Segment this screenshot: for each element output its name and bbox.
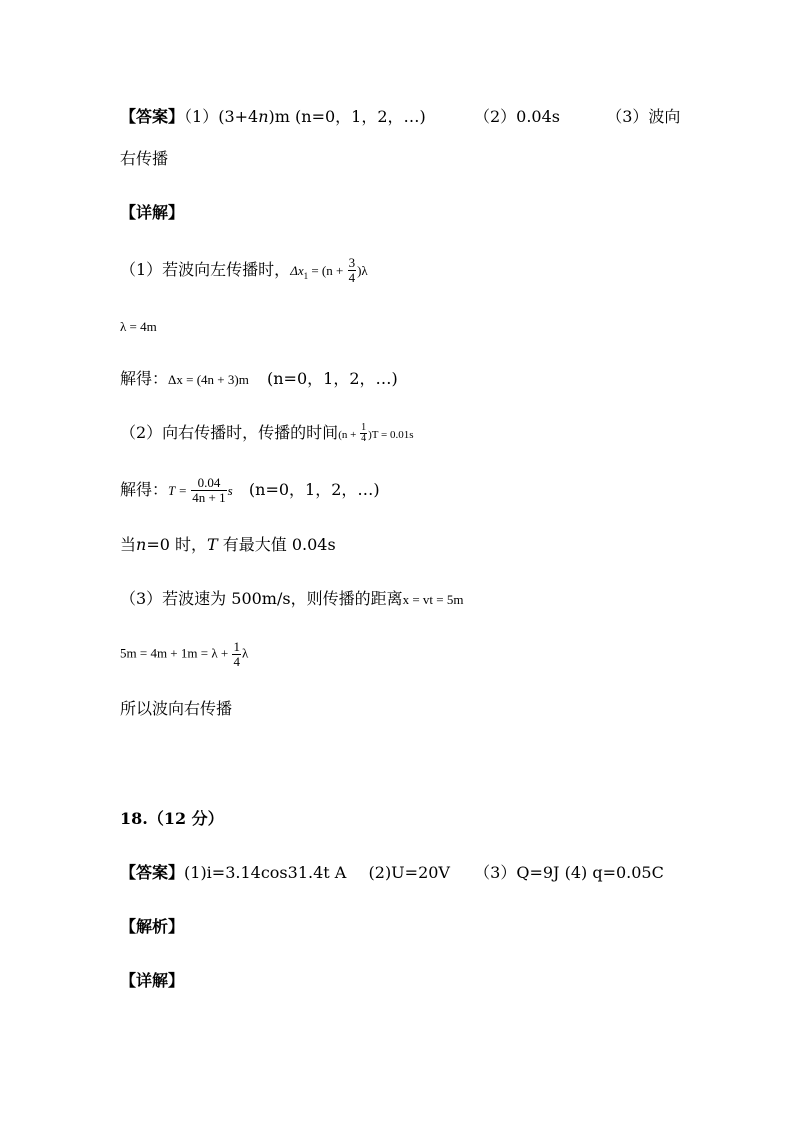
q17-conclusion: 所以波向右传播	[120, 699, 233, 718]
q17-answer-part1-post: )m (n=0，1，2，…)	[268, 107, 426, 126]
q17-lambda-eq: λ = 4m	[120, 319, 157, 334]
q17-step3-eq	[120, 640, 248, 669]
q17-step2-max	[120, 534, 336, 556]
q17-answer-part1-pre: （1）(3+4	[184, 107, 259, 126]
q17-step2-result-text: 解得：	[120, 480, 169, 499]
q17-step2-max-post: 有最大值 0.04s	[217, 535, 336, 554]
q17-answer-label: 【答案】	[120, 107, 185, 126]
q18-answer-label: 【答案】	[120, 863, 185, 882]
q17-step1-result-text: 解得：	[120, 369, 169, 388]
q18-heading: 18.（12 分）	[120, 809, 224, 828]
q17-answer-part1-n: n	[258, 107, 269, 126]
q17-step2-result-fraction	[191, 476, 226, 505]
q17-step3-frac-den: 4	[233, 654, 240, 669]
q17-step1-mid: = (n +	[308, 263, 347, 278]
q18-answer-2: (2)U=20V	[368, 863, 450, 882]
q17-step2-frac-den2: 4n + 1	[192, 490, 226, 505]
q17-step2-T: T =	[168, 483, 191, 498]
q17-step2-fraction	[360, 423, 367, 444]
q17-answer-part2: （2）0.04s	[473, 107, 560, 126]
q17-step1-result-range: (n=0，1，2，…)	[267, 369, 398, 388]
q17-step3-text: （3）若波速为 500m/s，则传播的距离	[120, 589, 403, 608]
q17-step2-result	[120, 476, 380, 505]
q17-step3-eq-pre: 5m = 4m + 1m = λ +	[120, 645, 232, 661]
q17-step2-pre: (n +	[338, 429, 360, 441]
q18-detail-label: 【详解】	[120, 971, 185, 990]
q17-step2-max-n: n	[136, 535, 147, 554]
q17-step3	[120, 588, 463, 611]
q18-answer-line	[120, 862, 664, 884]
q17-step1-result-math: Δx = (4n + 3)m	[168, 372, 249, 387]
q17-step3-eq-post: λ	[241, 645, 249, 661]
q17-step2-max-mid: =0 时，	[146, 535, 208, 554]
q17-detail-label: 【详解】	[120, 203, 185, 222]
q17-step1-result	[120, 368, 398, 391]
q18-answer-1: (1)i=3.14cos31.4t A	[184, 863, 347, 882]
q17-step2-frac-den: 4	[361, 433, 367, 444]
q17-answer-continuation: 右传播	[120, 149, 169, 168]
q17-step2-max-T: T	[207, 535, 218, 554]
q17-step2-frac-num2: 0.04	[191, 476, 226, 491]
q17-step2-frac-num: 1	[361, 422, 367, 433]
q17-step1-frac-den: 4	[348, 270, 356, 285]
q17-step2-text: （2）向右传播时，传播的时间	[120, 423, 339, 442]
q18-answer-3: （3）Q=9J	[474, 863, 560, 882]
q17-step2	[120, 422, 413, 446]
q17-answer-line	[120, 106, 680, 128]
q17-step1-text: （1）若波向左传播时，	[120, 260, 291, 279]
q17-step2-range: (n=0，1，2，…)	[248, 480, 380, 499]
q17-step1-frac-num: 3	[348, 255, 356, 270]
q17-step1-lhs: Δx	[290, 263, 304, 278]
q17-step2-post: )T = 0.01s	[368, 429, 414, 441]
q17-step3-math: x = vt = 5m	[402, 592, 464, 607]
q17-step3-fraction	[232, 640, 241, 669]
q17-step3-frac-num: 1	[233, 639, 240, 654]
q17-step1-fraction	[348, 256, 357, 285]
q17-step1-end: )λ	[357, 263, 368, 278]
q17-step2-unit: s	[227, 483, 233, 498]
q18-analysis-label: 【解析】	[120, 917, 185, 936]
q17-step1-sub: 1	[303, 271, 309, 282]
q17-step1	[120, 256, 368, 287]
q17-answer-part3: （3）波向	[606, 107, 681, 126]
q17-step2-max-pre: 当	[120, 535, 137, 554]
q18-answer-4: (4) q=0.05C	[564, 863, 664, 882]
